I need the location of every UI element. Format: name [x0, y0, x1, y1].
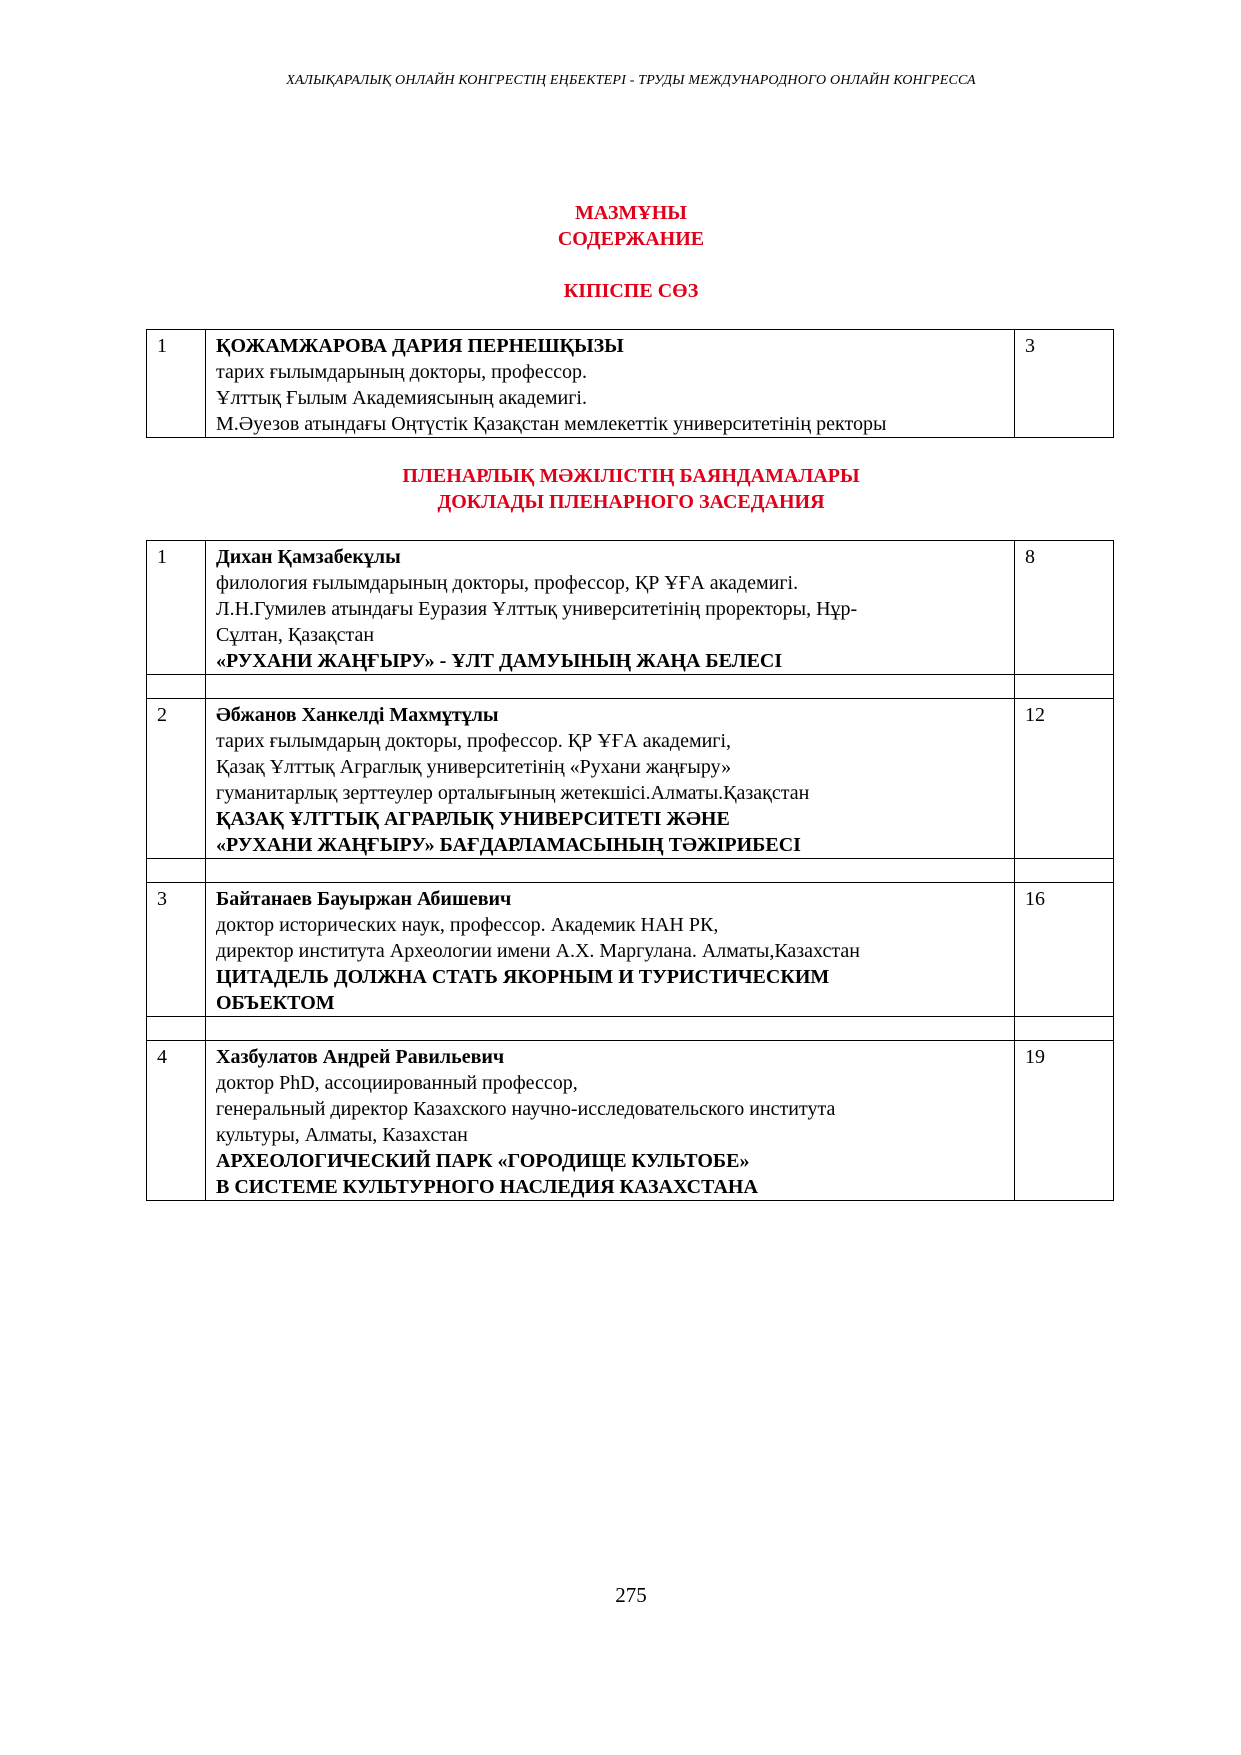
entry-title-line: ОБЪЕКТОМ [216, 992, 335, 1014]
entry-affiliation-line: Сұлтан, Қазақстан [216, 624, 375, 646]
entry-title-line: В СИСТЕМЕ КУЛЬТУРНОГО НАСЛЕДИЯ КАЗАХСТАНА [216, 1176, 758, 1198]
entry-author: ҚОЖАМЖАРОВА ДАРИЯ ПЕРНЕШҚЫЗЫ [216, 335, 624, 357]
entry-affiliation-line: М.Әуезов атындағы Оңтүстік Қазақстан мемлекеттік университетінің ректоры [216, 413, 887, 435]
entry-body [206, 330, 1015, 438]
plenary-heading-kz: ПЛЕНАРЛЫҚ МӘЖІЛІСТІҢ БАЯНДАМАЛАРЫ [402, 465, 860, 487]
table-row [147, 330, 1114, 438]
table-row [147, 1041, 1114, 1201]
entry-affiliation-line: доктор исторических наук, профессор. Академик НАН РК, [216, 914, 719, 936]
intro-heading: КІПІСПЕ СӨЗ [563, 280, 699, 302]
entry-title-line: ҚАЗАҚ ҰЛТТЫҚ АГРАРЛЫҚ УНИВЕРСИТЕТІ ЖӘНЕ [216, 808, 730, 830]
intro-table [146, 329, 1114, 438]
entry-affiliation-line: филология ғылымдарының докторы, профессор, ҚР ҰҒА академигі. [216, 572, 799, 594]
contents-title-kz: МАЗМҰНЫ [575, 202, 687, 224]
entry-author: Әбжанов Ханкелді Махмұтұлы [216, 704, 499, 726]
spacer-row [147, 675, 1114, 699]
entry-number: 1 [147, 541, 206, 675]
entry-title-line: ЦИТАДЕЛЬ ДОЛЖНА СТАТЬ ЯКОРНЫМ И ТУРИСТИЧЕСКИМ [216, 966, 830, 988]
spacer-row [147, 1017, 1114, 1041]
entry-page: 8 [1015, 541, 1114, 675]
entry-affiliation-line: культуры, Алматы, Казахстан [216, 1124, 468, 1146]
entry-number: 2 [147, 699, 206, 859]
entry-title-line: АРХЕОЛОГИЧЕСКИЙ ПАРК «ГОРОДИЩЕ КУЛЬТОБЕ» [216, 1150, 750, 1172]
entry-page: 3 [1015, 330, 1114, 438]
entry-number: 1 [147, 330, 206, 438]
entry-body [206, 541, 1015, 675]
running-header: ХАЛЫҚАРАЛЫҚ ОНЛАЙН КОНГРЕСТІҢ ЕҢБЕКТЕРІ - ТРУДЫ МЕЖДУНАРОДНОГО ОНЛАЙН КОНГРЕССА [286, 73, 976, 88]
entry-affiliation-line: Қазақ Ұлттық Аграглық университетінің «Рухани жаңғыру» [216, 756, 732, 778]
contents-title-ru: СОДЕРЖАНИЕ [557, 228, 705, 250]
entry-affiliation-line: тарих ғылымдарың докторы, профессор. ҚР ҰҒА академигі, [216, 730, 732, 752]
entry-title-line: «РУХАНИ ЖАҢҒЫРУ» БАҒДАРЛАМАСЫНЫҢ ТӘЖІРИБЕСІ [216, 834, 801, 856]
entry-affiliation-line: Л.Н.Гумилев атындағы Еуразия Ұлттық университетінің проректоры, Нұр- [216, 598, 858, 620]
contents-titles [0, 200, 1241, 252]
entry-body [206, 699, 1015, 859]
entry-author: Хазбулатов Андрей Равильевич [216, 1046, 505, 1068]
table-row [147, 883, 1114, 1017]
entry-title-line: «РУХАНИ ЖАҢҒЫРУ» - ҰЛТ ДАМУЫНЫҢ ЖАҢА БЕЛЕСІ [216, 650, 783, 672]
entry-author: Дихан Қамзабекұлы [216, 546, 401, 568]
entry-author: Байтанаев Бауыржан Абишевич [216, 888, 512, 910]
entry-affiliation-line: гуманитарлық зерттеулер орталығының жетекшісі.Алматы.Қазақстан [216, 782, 810, 804]
entry-affiliation-line: генеральный директор Казахского научно-исследовательского института [216, 1098, 836, 1120]
entry-page: 19 [1015, 1041, 1114, 1201]
entry-page: 12 [1015, 699, 1114, 859]
entry-body [206, 1041, 1015, 1201]
plenary-heading-ru: ДОКЛАДЫ ПЛЕНАРНОГО ЗАСЕДАНИЯ [437, 491, 825, 513]
page-number: 275 [615, 1583, 647, 1607]
entry-affiliation-line: тарих ғылымдарының докторы, профессор. [216, 361, 587, 383]
entry-affiliation-line: доктор PhD, ассоциированный профессор, [216, 1072, 578, 1094]
table-row [147, 699, 1114, 859]
entry-body [206, 883, 1015, 1017]
entry-number: 4 [147, 1041, 206, 1201]
entry-affiliation-line: директор института Археологии имени А.Х. Маргулана. Алматы,Казахстан [216, 940, 860, 962]
table-row [147, 541, 1114, 675]
plenary-table [146, 540, 1114, 1201]
entry-number: 3 [147, 883, 206, 1017]
entry-affiliation-line: Ұлттық Ғылым Академиясының академигі. [216, 387, 587, 409]
spacer-row [147, 859, 1114, 883]
plenary-headings [0, 463, 1241, 515]
entry-page: 16 [1015, 883, 1114, 1017]
